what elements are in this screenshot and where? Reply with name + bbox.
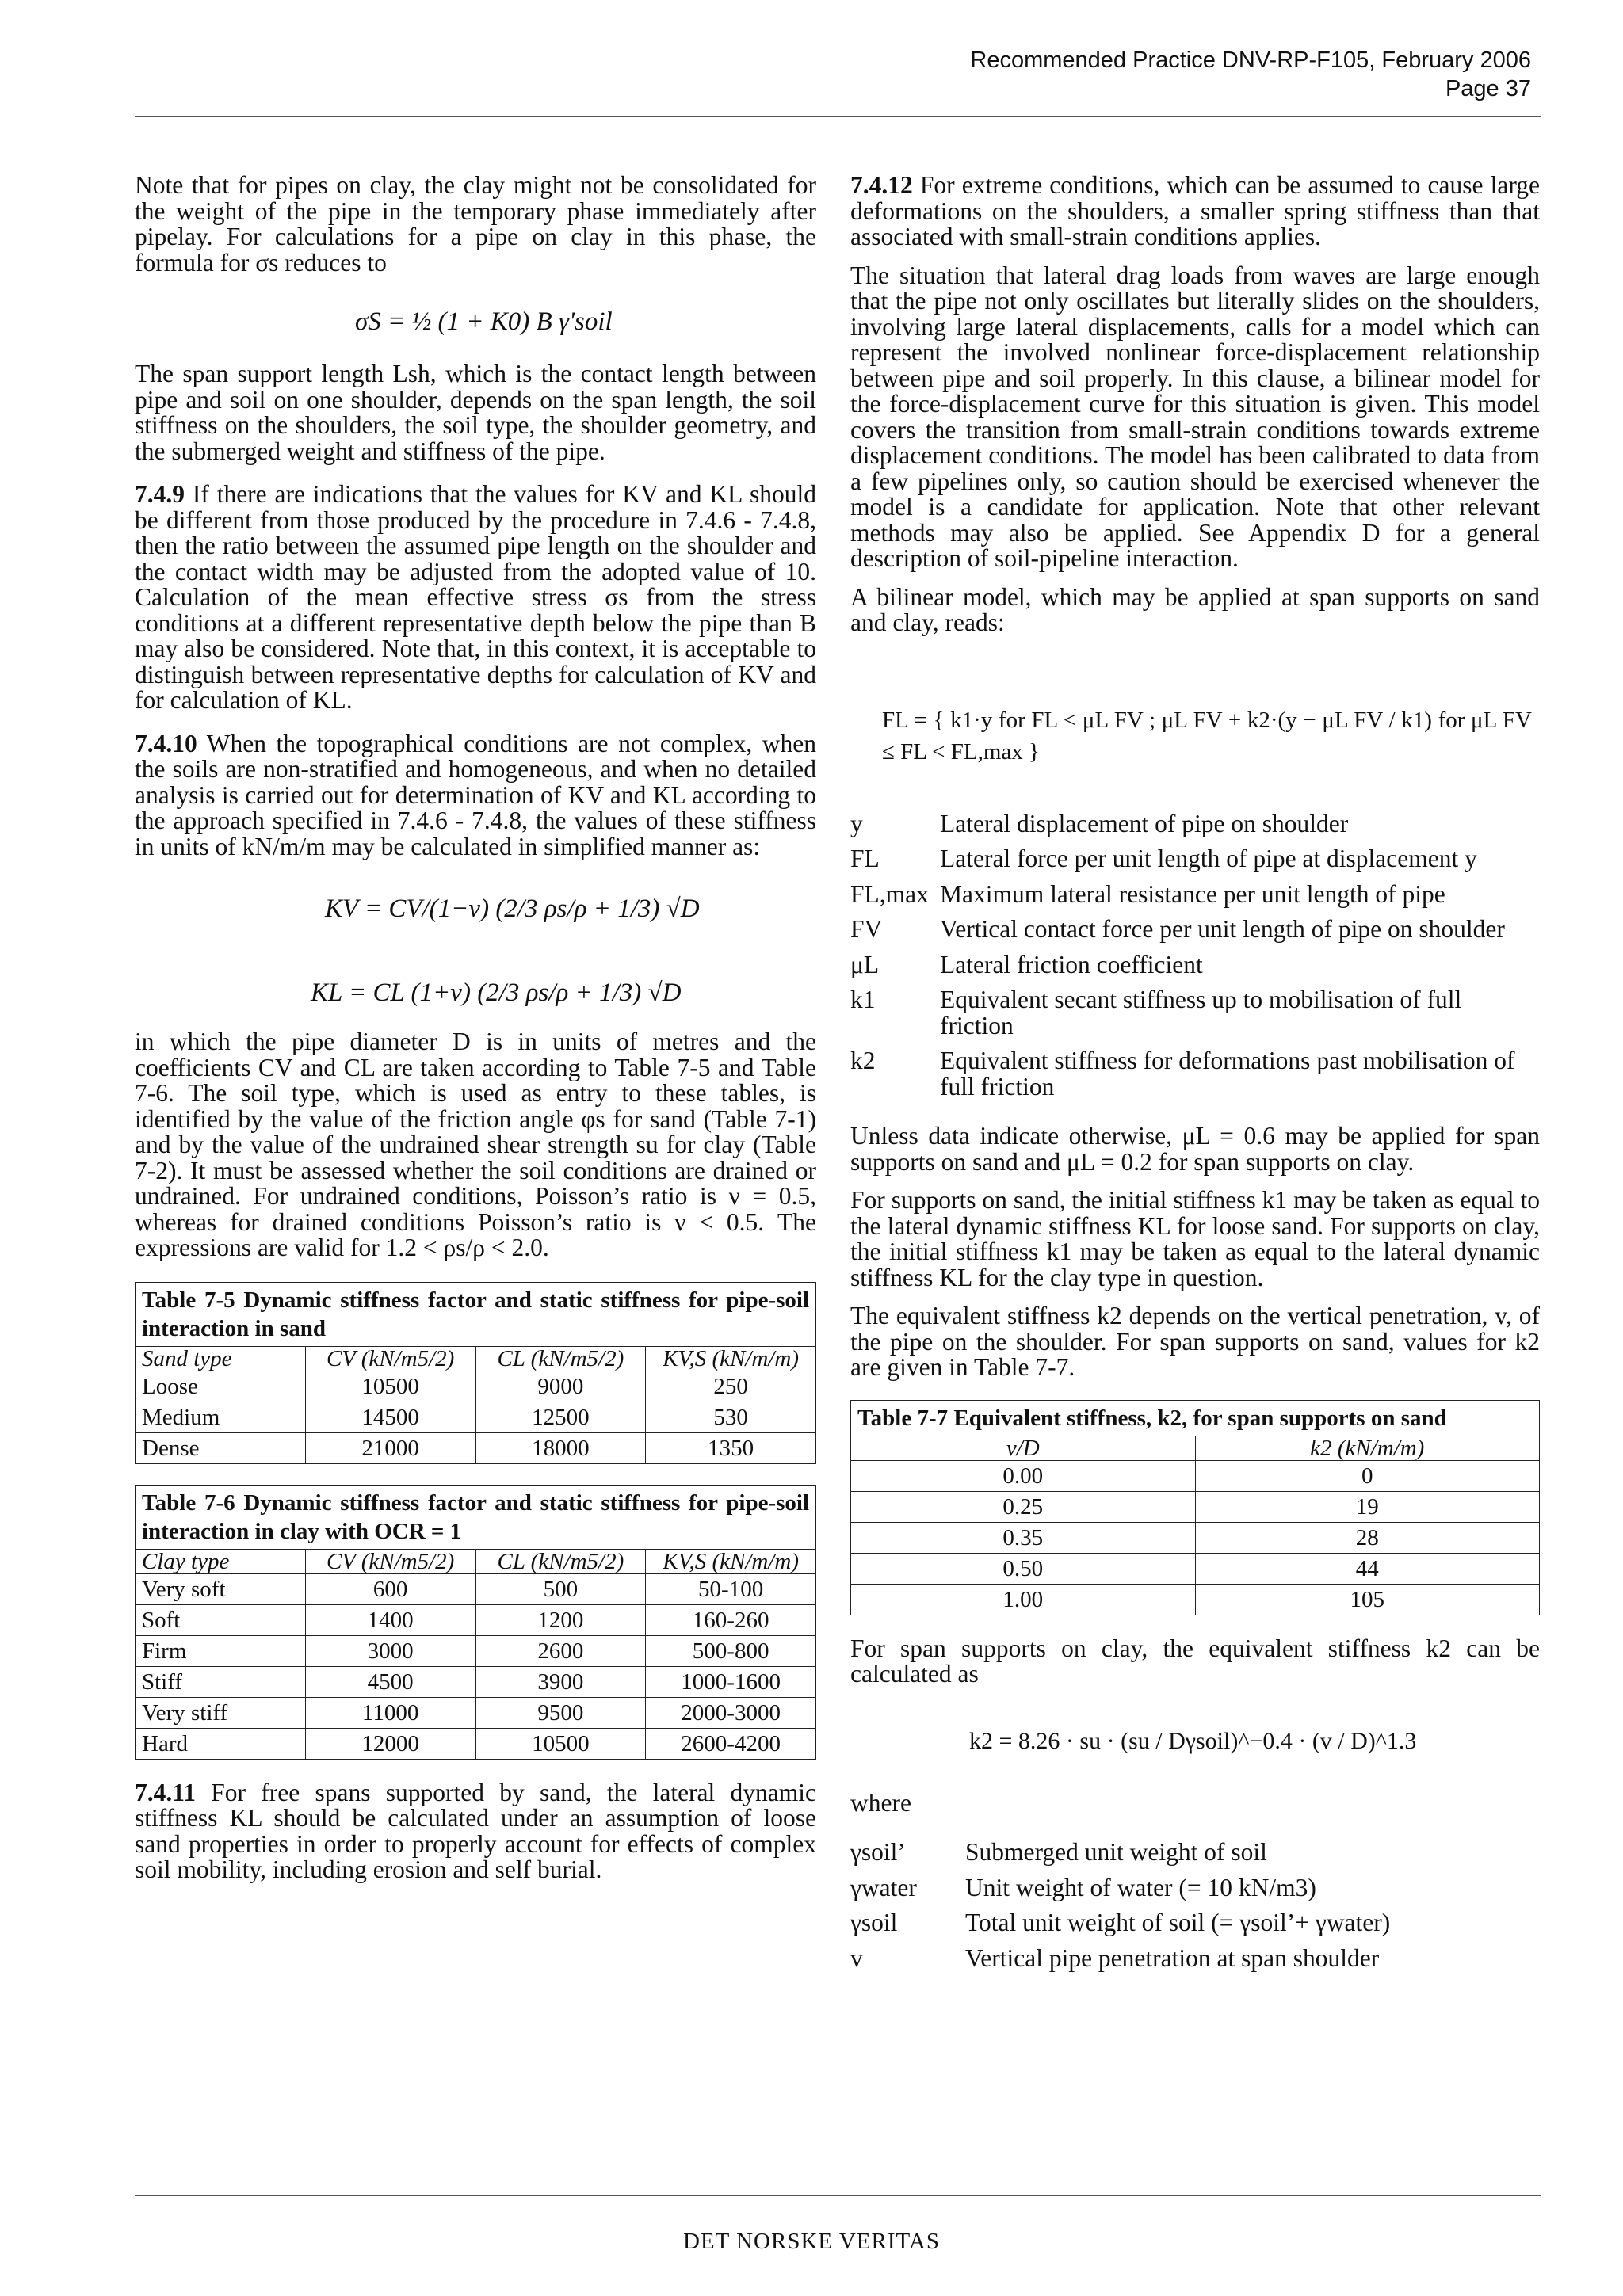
table-cell: 105 — [1195, 1584, 1540, 1615]
section-text: When the topographical conditions are not complex, when the soils are non-stratified and homogeneous, and when no detailed analysis is carried out for determination of KV and KL according to the approach specified in 7.4.6 - 7.4.8, the values of these stiffness in units of kN/m/m may be calculated in simplified manner as: — [135, 729, 816, 860]
symbol-row — [850, 811, 1540, 837]
equation-bilinear-fl — [850, 649, 1540, 811]
table-7-5 — [135, 1282, 816, 1464]
table-cell: 3000 — [305, 1635, 475, 1666]
symbol-row — [850, 952, 1540, 978]
symbol-description: Vertical contact force per unit length of pipe on shoulder — [940, 915, 1505, 943]
table-cell: 0.50 — [851, 1553, 1196, 1584]
equation-kv-text: KV = CV/(1−ν) (2/3 ρs/ρ + 1/3) √D — [325, 894, 700, 923]
footer-rule — [135, 2195, 1541, 2196]
table-cell: 530 — [646, 1402, 816, 1432]
column-header: Clay type — [136, 1549, 306, 1573]
section-7-4-12 — [850, 173, 1540, 250]
table-row — [136, 1604, 816, 1635]
table-row — [136, 1573, 816, 1604]
paragraph-lateral-drag: The situation that lateral drag loads from waves are large enough that the pipe not only oscillates but literally slides on the shoulders, involving large lateral displacements, calls for a model which can represent the involved nonlinear force-displacement relationship between pipe and soil properly. In this clause, a bilinear model for the force-displacement curve for this situation is given. This model covers the transition from small-strain conditions towards extreme displacement conditions. The model has been calibrated to data from a few pipelines only, so caution should be exercised whenever the model is a candidate for application. Note that other relevant methods may also be applied. See Appendix D for a general description of soil-pipeline interaction. — [850, 261, 1540, 572]
table-cell: 2000-3000 — [646, 1697, 816, 1728]
symbol: y — [850, 809, 863, 837]
document-title: Recommended Practice DNV-RP-F105, February 2006 — [970, 48, 1531, 73]
table-row — [136, 1371, 816, 1402]
table-cell: 0 — [1195, 1460, 1540, 1491]
table-row — [851, 1460, 1540, 1491]
table-cell: 44 — [1195, 1553, 1540, 1584]
table-row — [136, 1728, 816, 1759]
header-rule — [135, 116, 1541, 117]
symbol-description: Lateral friction coefficient — [940, 950, 1203, 978]
paragraph-equivalent-stiffness: The equivalent stiffness k2 depends on the vertical penetration, v, of the pipe on the shoulder. For span supports on sand, values for k2 are given in Table 7-7. — [850, 1302, 1540, 1381]
table-cell: 50-100 — [646, 1573, 816, 1604]
table-cell: Medium — [136, 1402, 306, 1432]
table-cell: 14500 — [305, 1402, 475, 1432]
table-cell: 500 — [475, 1573, 646, 1604]
equation-sigma-s — [135, 288, 816, 361]
symbol-row — [850, 987, 1540, 1039]
symbol-description: Lateral displacement of pipe on shoulder — [940, 809, 1349, 837]
table-cell: 3900 — [475, 1666, 646, 1697]
table-cell: Very stiff — [136, 1697, 306, 1728]
symbol-description: Unit weight of water (= 10 kN/m3) — [965, 1873, 1316, 1901]
table-cell: Stiff — [136, 1666, 306, 1697]
symbol: FL,max — [850, 879, 929, 908]
equation-kv — [135, 872, 816, 948]
symbol: FL — [850, 845, 880, 872]
symbol-description: Vertical pipe penetration at span shoulder — [965, 1943, 1380, 1972]
table-cell: 0.00 — [851, 1460, 1196, 1491]
table-row — [851, 1522, 1540, 1553]
table-cell: 9000 — [475, 1371, 646, 1402]
symbol-description: Total unit weight of soil (= γsoil’+ γwater) — [965, 1909, 1391, 1936]
equation-k2 — [850, 1700, 1540, 1787]
section-number: 7.4.11 — [135, 1778, 197, 1806]
paragraph-bilinear-intro: A bilinear model, which may be applied at span supports on sand and clay, reads: — [850, 582, 1540, 636]
table-cell: 2600-4200 — [646, 1728, 816, 1759]
column-header: CL (kN/m5/2) — [475, 1549, 646, 1573]
table-cell: 1.00 — [851, 1584, 1196, 1615]
table-cell: 21000 — [305, 1432, 475, 1463]
column-header: Sand type — [136, 1346, 306, 1371]
paragraph-clay-k2: For span supports on clay, the equivalent stiffness k2 can be calculated as — [850, 1634, 1540, 1688]
table-row — [136, 1635, 816, 1666]
table-caption: Table 7-5 Dynamic stiffness factor and static stiffness for pipe-soil interaction in sand — [136, 1282, 816, 1346]
symbol-row — [850, 1840, 1540, 1866]
section-text: For free spans supported by sand, the lateral dynamic stiffness KL should be calculated under an assumption of loose sand properties in order to properly account for effects of complex soil mobility, including erosion and self burial. — [135, 1778, 817, 1883]
paragraph-span-support-length: The span support length Lsh, which is the contact length between pipe and soil on one shoulder, depends on the span length, the soil stiffness on the shoulders, the soil type, the shoulder geometry, and the submerged weight and stiffness of the pipe. — [135, 360, 816, 465]
symbol-list-k2 — [850, 1840, 1540, 1971]
symbol: γsoil — [850, 1909, 898, 1936]
table-cell: Very soft — [136, 1573, 306, 1604]
table-caption: Table 7-6 Dynamic stiffness factor and static stiffness for pipe-soil interaction in clay with OCR = 1 — [136, 1485, 816, 1549]
table-row — [136, 1402, 816, 1432]
symbol-description: Equivalent secant stiffness up to mobilisation of full friction — [940, 986, 1462, 1039]
table-cell: Dense — [136, 1432, 306, 1463]
table-cell: 160-260 — [646, 1604, 816, 1635]
table-row — [136, 1432, 816, 1463]
column-header: CV (kN/m5/2) — [305, 1549, 475, 1573]
column-header: CV (kN/m5/2) — [305, 1346, 475, 1371]
symbol-description: Submerged unit weight of soil — [965, 1838, 1267, 1866]
column-header: CL (kN/m5/2) — [475, 1346, 646, 1371]
table-row — [851, 1584, 1540, 1615]
table-cell: 19 — [1195, 1491, 1540, 1522]
equation-kl-text: KL = CL (1+ν) (2/3 ρs/ρ + 1/3) √D — [311, 978, 682, 1007]
symbol-row — [850, 879, 1540, 908]
table-cell: 11000 — [305, 1697, 475, 1728]
page-header — [970, 46, 1531, 103]
symbol-description: Maximum lateral resistance per unit length of pipe — [940, 879, 1445, 908]
equation-bilinear-fl-text: FL = { k1·y for FL < μL FV ; μL FV + k2·(y − μL FV / k1) for μL FV ≤ FL < FL,max } — [882, 707, 1532, 765]
table-row — [851, 1553, 1540, 1584]
section-7-4-9 — [135, 482, 816, 714]
table-cell: 600 — [305, 1573, 475, 1604]
section-number: 7.4.12 — [850, 171, 913, 199]
paragraph-initial-stiffness: For supports on sand, the initial stiffness k1 may be taken as equal to the lateral dynamic stiffness KL for loose sand. For supports on clay, the initial stiffness k1 may be taken as equal to the lateral dynamic stiffness KL for the clay type in question. — [850, 1186, 1540, 1291]
table-cell: Loose — [136, 1371, 306, 1402]
table-row — [851, 1491, 1540, 1522]
table-7-7 — [850, 1400, 1540, 1615]
table-cell: 28 — [1195, 1522, 1540, 1553]
table-cell: 10500 — [475, 1728, 646, 1759]
table-cell: 1200 — [475, 1604, 646, 1635]
table-row — [136, 1697, 816, 1728]
paragraph-clay-consolidation: Note that for pipes on clay, the clay might not be consolidated for the weight of the pipe in the temporary phase immediately after pipelay. For calculations for a pipe on clay in this phase, the formula for σs reduces to — [135, 171, 816, 277]
section-text: If there are indications that the values for KV and KL should be different from those produced by the procedure in 7.4.6 - 7.4.8, then the ratio between the assumed pipe length on the shoulder and the contact width may be adjusted from the adopted value of 10. Calculation of the mean effective stress σs from the stress conditions at a different representative depth below the pipe than B may also be considered. Note that, in this context, it is acceptable to distinguish between representative depths for calculation of KV and for calculation of KL. — [135, 480, 816, 714]
where-label: where — [850, 1788, 911, 1817]
table-cell: 12500 — [475, 1402, 646, 1432]
right-column — [850, 173, 1540, 1971]
table-cell: 250 — [646, 1371, 816, 1402]
table-cell: 2600 — [475, 1635, 646, 1666]
page-number: Page 37 — [1445, 76, 1531, 101]
column-header: KV,S (kN/m/m) — [646, 1549, 816, 1573]
symbol-description: Equivalent stiffness for deformations past mobilisation of full friction — [940, 1047, 1515, 1100]
table-caption: Table 7-7 Equivalent stiffness, k2, for span supports on sand — [851, 1400, 1540, 1436]
table-cell: 0.25 — [851, 1491, 1196, 1522]
symbol: μL — [850, 950, 880, 978]
equation-kl — [135, 959, 816, 1029]
table-cell: 18000 — [475, 1432, 646, 1463]
paragraph-coefficients: in which the pipe diameter D is in units of metres and the coefficients CV and CL are taken according to Table 7-5 and Table 7-6. The soil type, which is used as entry to these tables, is identified by the value of the friction angle φs for sand (Table 7-1) and by the value of the undrained shear strength su for clay (Table 7-2). It must be assessed whether the soil conditions are drained or undrained. For undrained conditions, Poisson’s ratio is ν = 0.5, whereas for drained conditions Poisson’s ratio is ν < 0.5. The expressions are valid for 1.2 < ρs/ρ < 2.0. — [135, 1028, 816, 1261]
symbol: FV — [850, 915, 883, 943]
table-cell: Soft — [136, 1604, 306, 1635]
symbol-row — [850, 1943, 1540, 1972]
section-7-4-10 — [135, 731, 816, 860]
page-footer: DET NORSKE VERITAS — [683, 2229, 940, 2254]
symbol-description: Lateral force per unit length of pipe at displacement y — [940, 845, 1477, 872]
table-cell: 9500 — [475, 1697, 646, 1728]
equation-sigma-s-text: σS = ½ (1 + K0) B γ'soil — [355, 307, 613, 336]
column-header: k2 (kN/m/m) — [1195, 1436, 1540, 1460]
symbol-row — [850, 917, 1540, 943]
section-text: For extreme conditions, which can be assumed to cause large deformations on the shoulders, a smaller spring stiffness than that associated with small-strain conditions applies. — [850, 171, 1541, 250]
symbol-row — [850, 1048, 1540, 1100]
paragraph-friction-values: Unless data indicate otherwise, μL = 0.6 may be applied for span supports on sand and μL = 0.2 for span supports on clay. — [850, 1122, 1540, 1176]
table-cell: 1000-1600 — [646, 1666, 816, 1697]
table-row — [136, 1666, 816, 1697]
section-number: 7.4.10 — [135, 729, 197, 757]
equation-k2-text: k2 = 8.26 · su · (su / Dγsoil)^−0.4 · (v / D)^1.3 — [969, 1727, 1417, 1754]
symbol-row — [850, 1910, 1540, 1936]
table-cell: 0.35 — [851, 1522, 1196, 1553]
symbol: v — [850, 1943, 863, 1972]
column-header: KV,S (kN/m/m) — [646, 1346, 816, 1371]
table-cell: 12000 — [305, 1728, 475, 1759]
table-cell: 1350 — [646, 1432, 816, 1463]
left-column — [135, 173, 816, 1896]
symbol-row — [850, 846, 1540, 872]
symbol-row — [850, 1875, 1540, 1901]
table-cell: 500-800 — [646, 1635, 816, 1666]
symbol: γsoil’ — [850, 1838, 906, 1866]
symbol: k1 — [850, 986, 876, 1013]
symbol: γwater — [850, 1873, 917, 1901]
table-cell: Hard — [136, 1728, 306, 1759]
symbol-list-bilinear — [850, 811, 1540, 1100]
section-number: 7.4.9 — [135, 480, 185, 508]
table-cell: 4500 — [305, 1666, 475, 1697]
section-7-4-11 — [135, 1780, 816, 1883]
table-7-6 — [135, 1485, 816, 1760]
column-header: v/D — [851, 1436, 1196, 1460]
table-cell: Firm — [136, 1635, 306, 1666]
table-cell: 1400 — [305, 1604, 475, 1635]
symbol: k2 — [850, 1047, 876, 1074]
table-cell: 10500 — [305, 1371, 475, 1402]
